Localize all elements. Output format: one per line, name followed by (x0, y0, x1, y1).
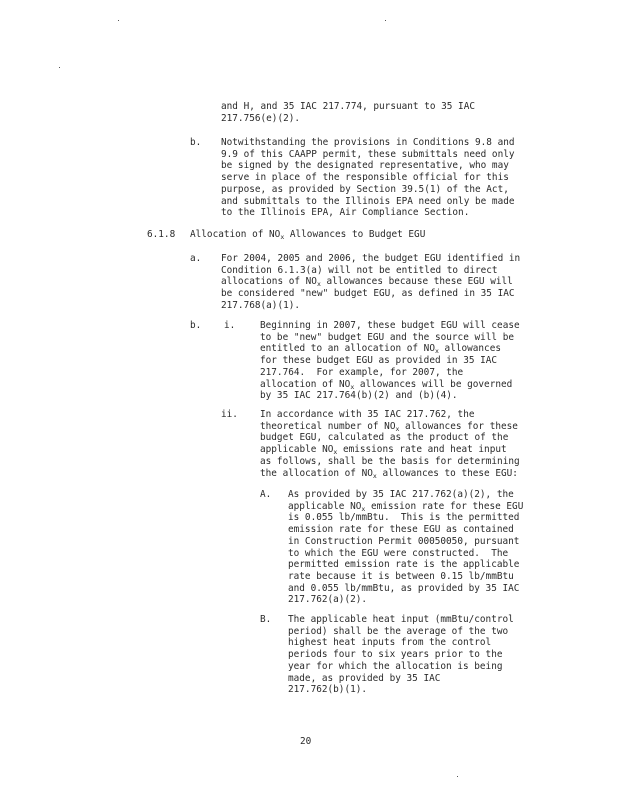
intro-line: 217.756(e)(2). (221, 113, 301, 124)
paragraph-line: applicable $NO_x$ emissions rate and heat input (260, 444, 507, 457)
paragraph-line: As provided by 35 IAC 217.762(a)(2), the (288, 489, 514, 500)
subsubitem-B-paragraph (288, 614, 514, 696)
paragraph-line: as follows, shall be the basis for determining (260, 455, 520, 467)
subsubitem-marker: A. (260, 489, 272, 500)
paragraph-line: to the Illinois EPA, Air Compliance Section. (221, 207, 470, 219)
paragraph-line: made, as provided by 35 IAC (288, 672, 441, 684)
paragraph-line: theoretical number of $NO_x$ allowances for these (260, 420, 518, 433)
scan-speck (385, 20, 386, 21)
item-b-paragraph (221, 137, 515, 219)
paragraph-line: for these budget EGU as provided in 35 IAC (260, 355, 498, 367)
page-number: 20 (300, 736, 312, 747)
paragraph-line: be considered "new" budget EGU, as defined in 35 IAC (221, 288, 515, 300)
paragraph-line: 9.9 of this CAAPP permit, these submittals need only (221, 148, 515, 160)
paragraph-line: period) shall be the average of the two (288, 625, 509, 637)
item-marker: b. (190, 137, 202, 148)
paragraph-line: applicable $NO_x$ emission rate for these EGU (288, 500, 524, 513)
paragraph-line: serve in place of the responsible official for this (221, 172, 509, 184)
paragraph-line: Beginning in 2007, these budget EGU will cease (260, 320, 520, 331)
paragraph-line: permitted emission rate is the applicable (288, 559, 520, 571)
scan-speck (59, 67, 60, 68)
paragraph-line: allocations of $NO_x$ allowances because these EGU will (221, 276, 513, 289)
paragraph-line: 217.762(b)(1). (288, 684, 368, 696)
paragraph-line: entitled to an allocation of $NO_x$ allowances (260, 343, 501, 356)
paragraph-line: rate because it is between 0.15 lb/mmBtu (288, 570, 514, 582)
paragraph-line: to which the EGU were constructed. The (288, 547, 509, 559)
intro-line: and H, and 35 IAC 217.774, pursuant to 35 IAC (221, 101, 475, 112)
section-number: 6.1.8 (147, 229, 176, 240)
paragraph-line: to be "new" budget EGU and the source will be (260, 331, 514, 343)
paragraph-line: periods four to six years prior to the (288, 649, 503, 661)
item-marker: a. (190, 253, 202, 264)
paragraph-line: budget EGU, calculated as the product of the (260, 432, 509, 444)
paragraph-line: The applicable heat input (mmBtu/control (288, 614, 514, 625)
paragraph-line: and submittals to the Illinois EPA need only be made (221, 195, 515, 207)
paragraph-line: is 0.055 lb/mmBtu. This is the permitted (288, 512, 520, 524)
subitem-ii-paragraph (260, 409, 520, 479)
scan-speck (457, 776, 458, 777)
section-title: Allocation of $NO_x$ Allowances to Budget EGU (190, 229, 426, 241)
paragraph-line: emission rate for these EGU as contained (288, 524, 514, 536)
subitem-marker: i. (224, 320, 236, 331)
paragraph-line: Notwithstanding the provisions in Conditions 9.8 and (221, 137, 515, 148)
paragraph-line: year for which the allocation is being (288, 660, 503, 672)
scan-speck (118, 20, 119, 21)
paragraph-line: For 2004, 2005 and 2006, the budget EGU identified in (221, 253, 521, 264)
paragraph-line: Condition 6.1.3(a) will not be entitled to direct (221, 264, 498, 276)
paragraph-line: In accordance with 35 IAC 217.762, the (260, 409, 475, 420)
paragraph-line: 217.764. For example, for 2007, the (260, 366, 464, 378)
subitem-marker: ii. (221, 409, 238, 420)
subsubitem-marker: B. (260, 614, 272, 625)
paragraph-line: 217.768(a)(1). (221, 299, 301, 311)
paragraph-line: the allocation of $NO_x$ allowances to these EGU: (260, 467, 518, 480)
paragraph-line: purpose, as provided by Section 39.5(1) of the Act, (221, 183, 509, 195)
paragraph-line: 217.762(a)(2). (288, 594, 368, 606)
subsubitem-A-paragraph (288, 489, 523, 606)
item-marker: b. (190, 320, 202, 331)
paragraph-line: highest heat inputs from the control (288, 637, 492, 649)
subitem-i-paragraph (260, 320, 520, 402)
paragraph-line: allocation of $NO_x$ allowances will be governed (260, 378, 513, 391)
paragraph-line: by 35 IAC 217.764(b)(2) and (b)(4). (260, 390, 458, 402)
paragraph-line: be signed by the designated representative, who may (221, 160, 509, 172)
paragraph-line: and 0.055 lb/mmBtu, as provided by 35 IAC (288, 582, 520, 594)
paragraph-line: in Construction Permit 00050050, pursuant (288, 535, 520, 547)
item-a-paragraph (221, 253, 520, 312)
